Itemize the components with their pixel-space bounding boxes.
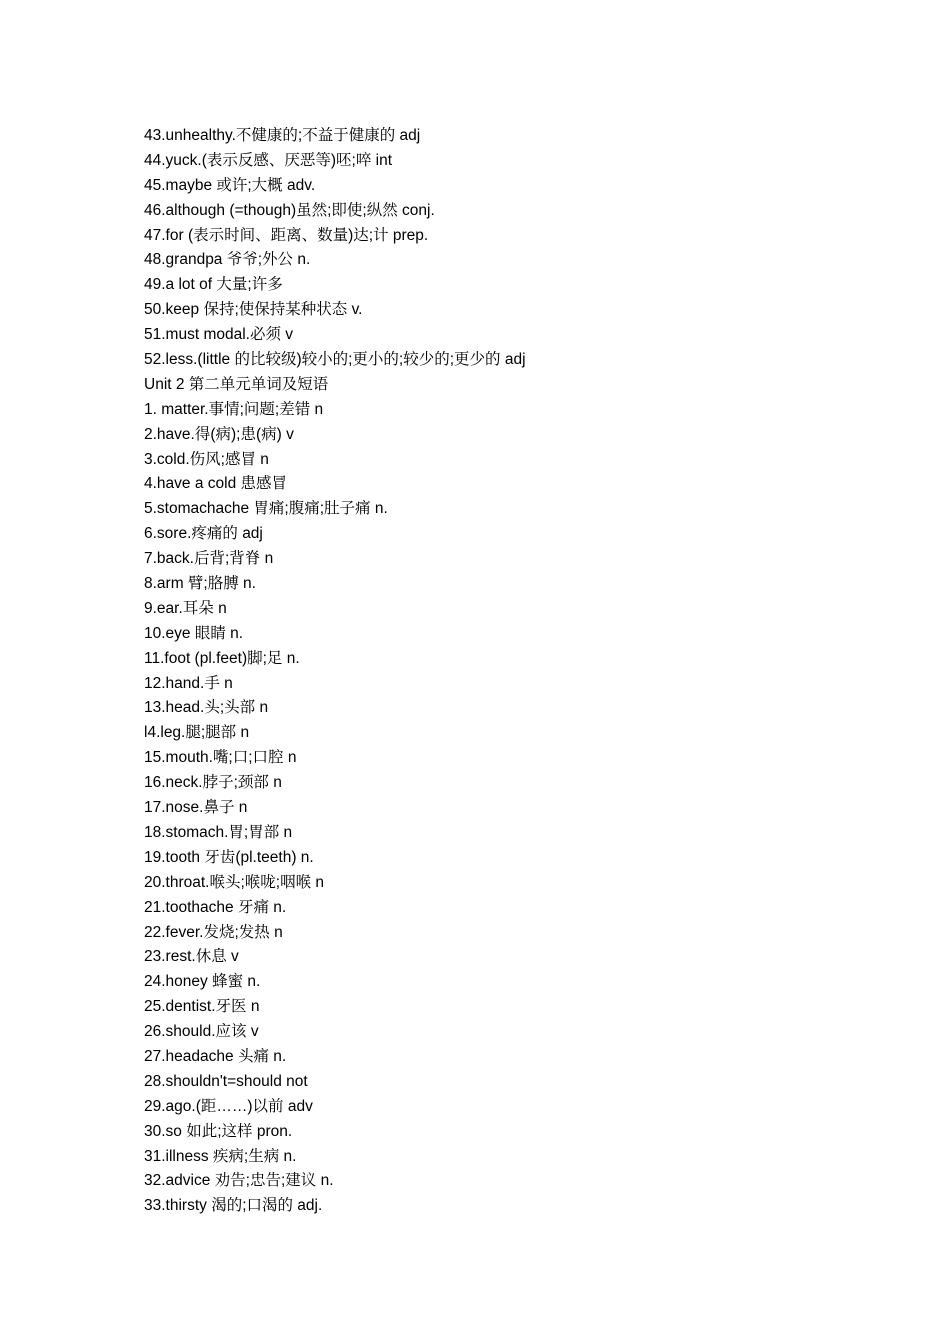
vocab-line: 50.keep 保持;使保持某种状态 v.	[144, 301, 363, 319]
vocab-line: 28.shouldn't=should not	[144, 1072, 308, 1090]
vocab-line: 20.throat.喉头;喉咙;咽喉 n	[144, 873, 325, 891]
vocab-line: 43.unhealthy.不健康的;不益于健康的 adj	[144, 127, 421, 144]
vocab-line: 11.foot (pl.feet)脚;足 n.	[144, 649, 300, 667]
vocab-line: 24.honey 蜂蜜 n.	[144, 973, 261, 991]
vocab-line: 29.ago.(距……)以前 adv	[144, 1097, 313, 1115]
vocab-line: 15.mouth.嘴;口;口腔 n	[144, 749, 297, 767]
vocab-line: 46.although (=though)虽然;即使;纵然 conj.	[144, 201, 435, 219]
vocab-line: 27.headache 头痛 n.	[144, 1047, 287, 1065]
vocab-line: 2.have.得(病);患(病) v	[144, 425, 294, 443]
vocab-line: 49.a lot of 大量;许多	[144, 276, 283, 294]
vocab-line: 9.ear.耳朵 n	[144, 599, 227, 617]
vocab-line: 1. matter.事情;问题;差错 n	[144, 400, 324, 418]
vocab-line: 47.for (表示时间、距离、数量)达;计 prep.	[144, 226, 429, 244]
vocab-line: 48.grandpa 爷爷;外公 n.	[144, 251, 311, 269]
vocab-line: 23.rest.休息 v	[144, 948, 239, 966]
vocab-line: 30.so 如此;这样 pron.	[144, 1122, 293, 1140]
vocab-line: 10.eye 眼睛 n.	[144, 624, 244, 642]
vocab-line: 13.head.头;头部 n	[144, 699, 269, 717]
vocab-line: 26.should.应该 v	[144, 1023, 259, 1041]
vocab-line: 22.fever.发烧;发热 n	[144, 923, 283, 941]
vocab-line: 8.arm 臂;胳膊 n.	[144, 575, 256, 593]
vocab-line: 12.hand.手 n	[144, 674, 233, 692]
vocab-line: 16.neck.脖子;颈部 n	[144, 774, 282, 792]
vocab-line: 18.stomach.胃;胃部 n	[144, 823, 293, 841]
unit-heading: Unit 2 第二单元单词及短语	[144, 375, 329, 393]
vocab-line: 52.less.(little 的比较级)较小的;更小的;较少的;更少的 adj	[144, 351, 526, 369]
vocab-line: 44.yuck.(表示反感、厌恶等)呸;啐 int	[144, 151, 393, 169]
vocab-line: 7.back.后背;背脊 n	[144, 550, 274, 568]
vocab-line: 25.dentist.牙医 n	[144, 998, 260, 1016]
vocabulary-list	[144, 124, 526, 1219]
vocab-line: 45.maybe 或许;大概 adv.	[144, 176, 316, 194]
vocab-line: 51.must modal.必须 v	[144, 326, 294, 344]
vocab-line: 21.toothache 牙痛 n.	[144, 898, 287, 916]
vocab-line: 19.tooth 牙齿(pl.teeth) n.	[144, 848, 314, 866]
vocab-line: 5.stomachache 胃痛;腹痛;肚子痛 n.	[144, 500, 388, 518]
vocab-line: 32.advice 劝告;忠告;建议 n.	[144, 1172, 334, 1190]
vocab-line: 17.nose.鼻子 n	[144, 799, 248, 817]
vocab-line: 3.cold.伤风;感冒 n	[144, 450, 269, 468]
vocab-line: 6.sore.疼痛的 adj	[144, 525, 263, 543]
vocab-line: l4.leg.腿;腿部 n	[144, 724, 250, 742]
vocab-line: 33.thirsty 渴的;口渴的 adj.	[144, 1197, 323, 1215]
vocab-line: 4.have a cold 患感冒	[144, 475, 288, 493]
vocab-line: 31.illness 疾病;生病 n.	[144, 1147, 297, 1165]
